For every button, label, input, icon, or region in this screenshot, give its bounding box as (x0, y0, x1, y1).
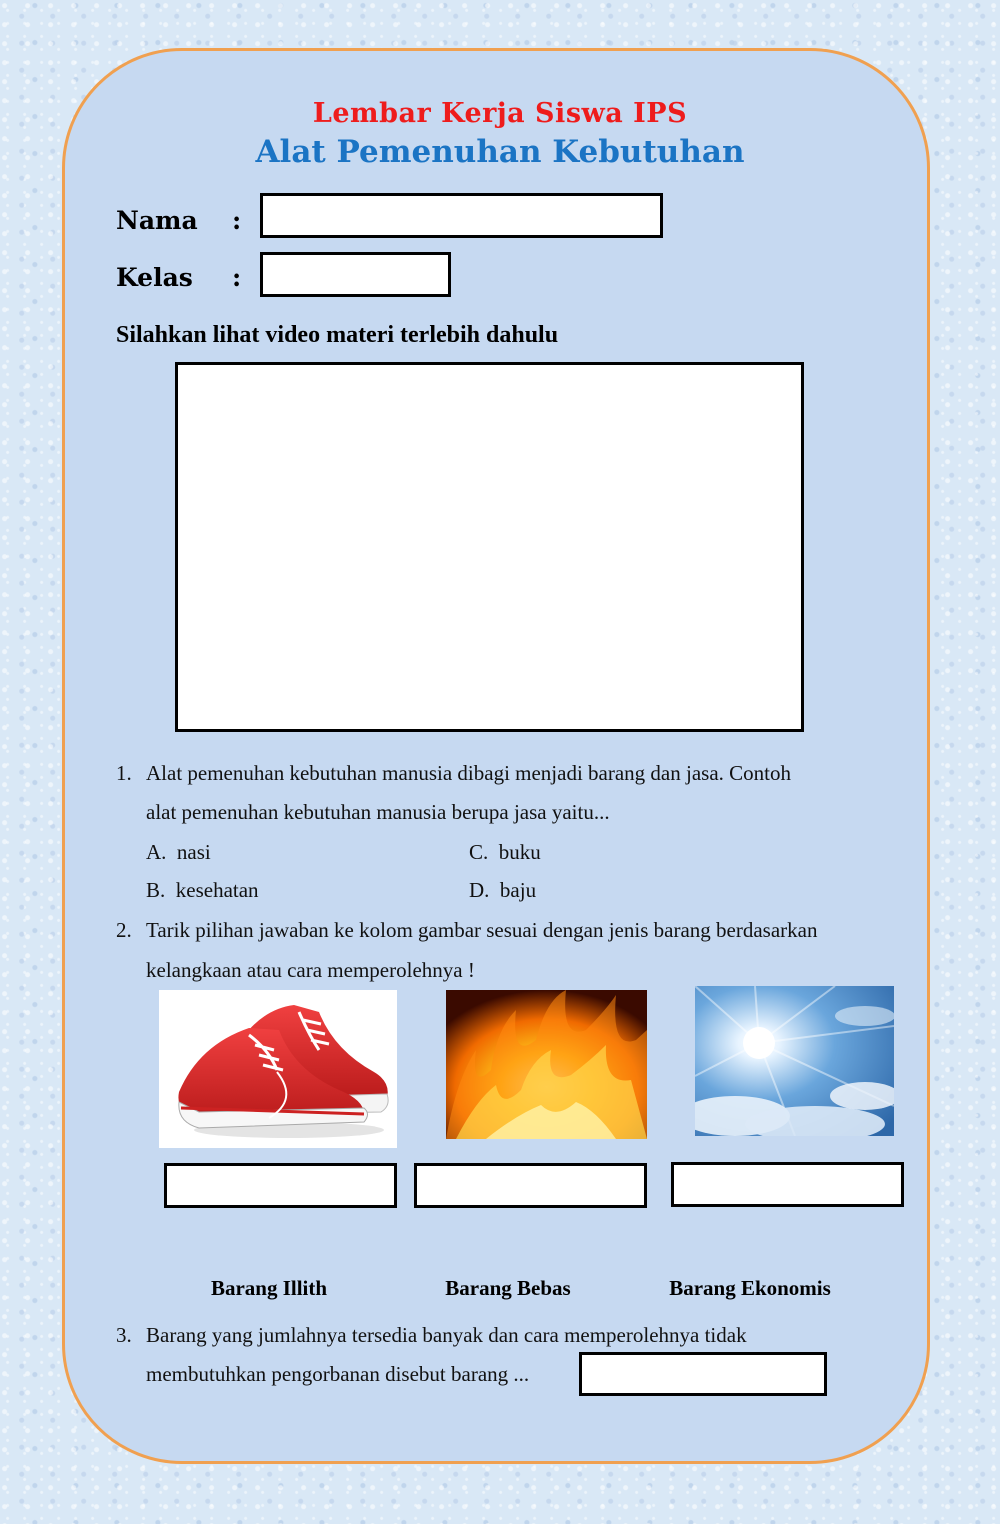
q2-line2: kelangkaan atau cara memperolehnya ! (146, 958, 475, 982)
option-letter: A. (146, 840, 167, 864)
option-text: baju (499, 878, 537, 902)
worksheet-title: Lembar Kerja Siswa IPS (312, 98, 688, 129)
choice-barang-illith[interactable]: Barang Illith (210, 1276, 328, 1300)
choice-barang-ekonomis[interactable]: Barang Ekonomis (669, 1276, 831, 1300)
q3-line2: membutuhkan pengorbanan disebut barang ... (146, 1362, 530, 1386)
option-text: nasi (176, 840, 211, 864)
option-text: buku (498, 840, 541, 864)
class-label: Kelas (116, 263, 193, 292)
option-letter: B. (146, 878, 166, 902)
q1-line1: Alat pemenuhan kebutuhan manusia dibagi menjadi barang dan jasa. Contoh (146, 761, 791, 785)
q1-number: 1. (116, 761, 132, 785)
q1-option-c[interactable] (469, 840, 541, 865)
q1-option-a[interactable] (146, 840, 211, 865)
fire-image (446, 990, 647, 1139)
q1-line2: alat pemenuhan kebutuhan manusia berupa jasa yaitu... (146, 800, 610, 824)
q1-option-b[interactable] (146, 878, 259, 903)
drop-target-sun[interactable] (671, 1162, 904, 1207)
q3-answer-input[interactable] (579, 1352, 827, 1396)
video-instruction: Silahkan lihat video materi terlebih dahulu (116, 322, 559, 348)
q1-option-d[interactable] (469, 878, 536, 903)
option-letter: D. (469, 878, 490, 902)
option-letter: C. (469, 840, 489, 864)
sun-sky-image (695, 986, 894, 1136)
sneakers-image (159, 990, 397, 1148)
choice-barang-bebas[interactable]: Barang Bebas (445, 1276, 571, 1300)
q3-line1: Barang yang jumlahnya tersedia banyak dan cara memperolehnya tidak (146, 1323, 747, 1347)
drop-target-fire[interactable] (414, 1163, 647, 1208)
drop-target-sneakers[interactable] (164, 1163, 397, 1208)
worksheet-card (62, 48, 930, 1464)
name-input[interactable] (260, 193, 663, 238)
name-colon: : (232, 206, 242, 235)
class-input[interactable] (260, 252, 451, 297)
q2-number: 2. (116, 918, 132, 942)
q2-line1: Tarik pilihan jawaban ke kolom gambar sesuai dengan jenis barang berdasarkan (146, 918, 818, 942)
name-label: Nama (116, 206, 198, 235)
video-player[interactable] (175, 362, 804, 732)
option-text: kesehatan (175, 878, 259, 902)
class-colon: : (232, 263, 242, 292)
q3-number: 3. (116, 1323, 132, 1347)
worksheet-subtitle: Alat Pemenuhan Kebutuhan (255, 134, 745, 170)
